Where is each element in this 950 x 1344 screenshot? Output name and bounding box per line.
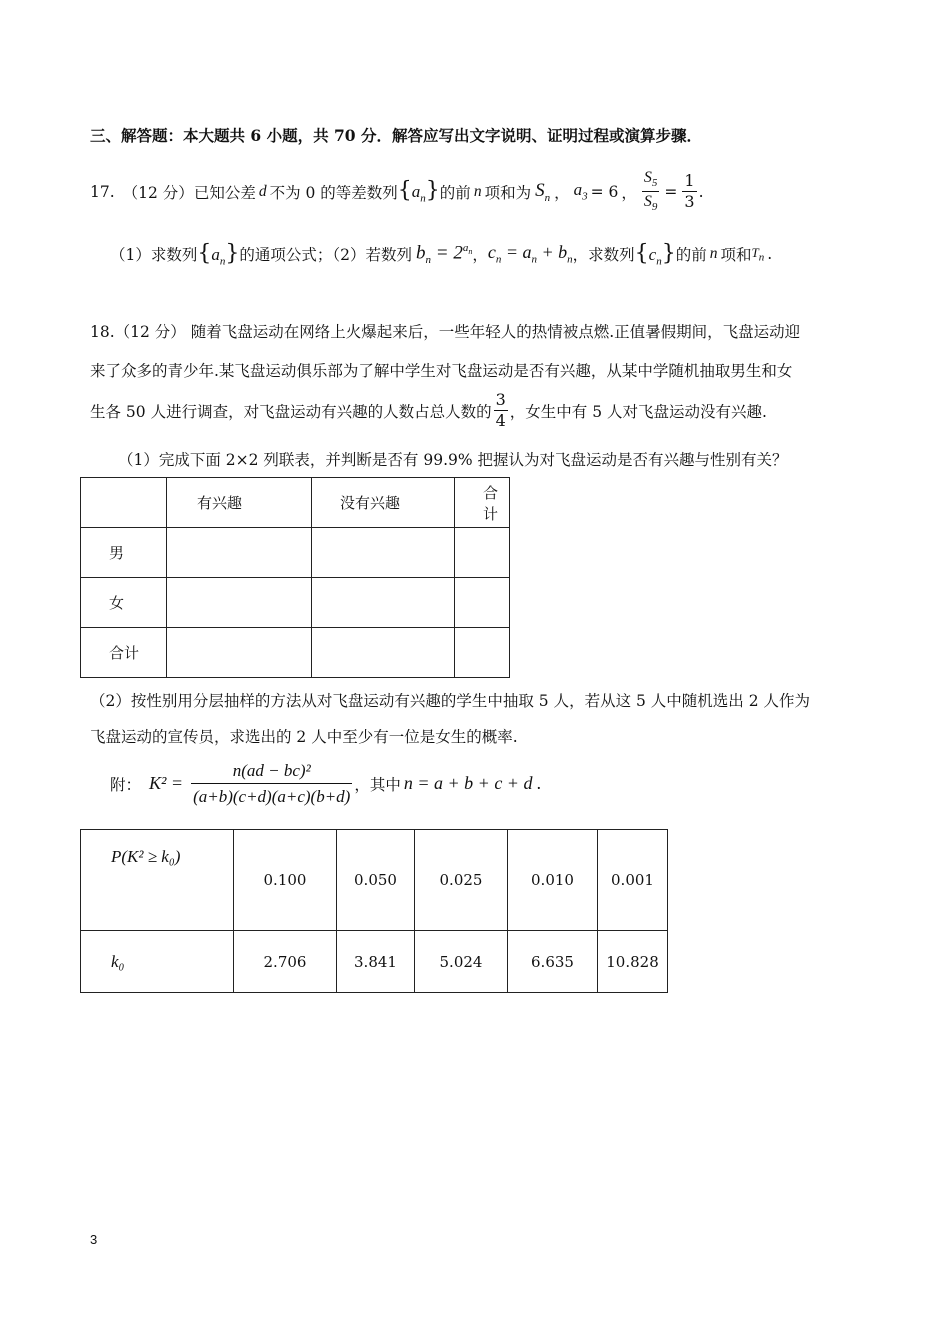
- q17-var-n: n: [473, 182, 482, 200]
- critical-value-table: [80, 829, 668, 993]
- q17-seq-an-2: $\{a_n\}$: [197, 241, 240, 268]
- formula-tail: ，其中: [354, 775, 401, 794]
- table-cell: 0.010: [508, 830, 598, 931]
- table-cell: 0.100: [234, 830, 337, 931]
- q17-a3-value: = 6: [590, 182, 619, 201]
- row-label: 合计: [81, 628, 167, 678]
- q17-part1: （1）求数列: [110, 246, 198, 265]
- appendix-label: 附：: [110, 775, 142, 794]
- row-label: 男: [81, 528, 167, 578]
- table-row: [81, 931, 668, 993]
- q17-comma: ，: [472, 246, 488, 265]
- q17-part1-end: .: [767, 245, 773, 264]
- q17-one-third: $\frac{1}{3}$: [684, 171, 695, 212]
- q17-cn-def: $c_n = a_n + b_n$: [487, 242, 573, 266]
- q17-seq-an: $\{a_n\}$: [397, 178, 440, 205]
- table-row: [81, 628, 510, 678]
- q17-line1: 17. （12 分） 已知公差 d 不为 0 的等差数列 $\{a_n\}$ 的前 n 项和为 $S_n$ ， $a_3$ = 6 ， $\frac{S_5}{S_9}$ = $\frac{1}{3}$ .: [90, 169, 704, 214]
- table-cell: [455, 628, 510, 678]
- q18-line1: 18.（12 分） 随着飞盘运动在网络上火爆起来后，一些年轻人的热情被点燃.正值暑假期间，飞盘运动迎: [90, 323, 801, 341]
- table-cell: [167, 628, 312, 678]
- table-cell: 5.024: [415, 931, 508, 993]
- q18-part2-line2: 飞盘运动的宣传员，求选出的 2 人中至少有一位是女生的概率.: [90, 728, 518, 746]
- q17-bn-def: $b_n = 2^{a_n}$: [416, 242, 473, 267]
- table-cell: 10.828: [598, 931, 668, 993]
- table-cell: [312, 528, 455, 578]
- q17-sn: $S_n$: [535, 179, 551, 204]
- q17-line2: [110, 241, 772, 267]
- q17-end: .: [698, 182, 704, 201]
- section-heading: 三、解答题：本大题共 6 小题，共 70 分．解答应写出文字说明、证明过程或演算步骤．: [90, 126, 702, 145]
- q17-stem-b: 不为 0 的等差数列: [269, 183, 398, 202]
- table-cell: [455, 578, 510, 628]
- table-cell: 0.001: [598, 830, 668, 931]
- k-label-cell: k₀: [81, 931, 234, 993]
- q18-part2-line1: （2）按性别用分层抽样的方法从对飞盘运动有兴趣的学生中抽取 5 人，若从这 5 人中随机选出 2 人作为: [90, 692, 811, 710]
- table-cell: 3.841: [337, 931, 415, 993]
- q18-part1: （1）完成下面 2×2 列联表，并判断是否有 99.9% 把握认为对飞盘运动是否有兴趣与性别有关？: [118, 451, 788, 469]
- table-cell: 2.706: [234, 931, 337, 993]
- table-cell: [167, 578, 312, 628]
- q17-part1-f: 项和: [720, 246, 752, 265]
- q17-var-n-2: n: [709, 245, 718, 263]
- q17-score: （12 分）: [122, 183, 194, 202]
- q17-number: 17.: [90, 182, 115, 201]
- q17-part1-d: ，求数列: [572, 246, 635, 265]
- appendix-formula: [110, 762, 541, 805]
- row-label: 女: [81, 578, 167, 628]
- q17-equals: =: [664, 182, 678, 201]
- table-cell: 0.025: [415, 830, 508, 931]
- table-row: [81, 830, 668, 931]
- table-header-cell: 合计: [455, 478, 510, 528]
- q17-stem-c: 的前: [439, 183, 471, 202]
- q17-seq-cn: $\{c_n\}$: [634, 241, 676, 268]
- q17-part1-e: 的前: [675, 246, 707, 265]
- table-row: [81, 528, 510, 578]
- table-row: [81, 578, 510, 628]
- formula-numerator: n(ad − bc)²: [232, 761, 311, 780]
- page-number: 3: [90, 1232, 98, 1247]
- formula-n: n = a + b + c + d .: [403, 773, 542, 793]
- table-cell: [455, 528, 510, 578]
- q18-line2: 来了众多的青少年.某飞盘运动俱乐部为了解中学生对飞盘运动是否有兴趣，从某中学随机抽取男生和女: [90, 362, 793, 380]
- q17-a3: $a_3$: [573, 180, 588, 203]
- formula-lhs: K² =: [149, 773, 184, 793]
- table-cell: [312, 578, 455, 628]
- table-header-cell: [81, 478, 167, 528]
- table-cell: [312, 628, 455, 678]
- p-label-cell: P(K² ≥ k₀): [81, 830, 234, 931]
- table-cell: 0.050: [337, 830, 415, 931]
- table-header-cell: 有兴趣: [167, 478, 312, 528]
- q17-tn: $T_n$: [751, 244, 765, 264]
- q18-line3: [90, 392, 767, 429]
- q17-var-d: d: [258, 182, 267, 200]
- q18-line3a: 生各 50 人进行调查，对飞盘运动有兴趣的人数占总人数的: [90, 402, 492, 421]
- table-cell: 6.635: [508, 931, 598, 993]
- q17-stem-d: 项和为: [484, 183, 532, 202]
- table-cell: [167, 528, 312, 578]
- q18-three-quarters: $\frac{3}{4}$: [495, 390, 506, 430]
- table-header-row: [81, 478, 510, 528]
- q17-s5-s9: $\frac{S_5}{S_9}$: [643, 169, 658, 214]
- q17-part1-b: 的通项公式；（2）若数列: [239, 246, 412, 265]
- contingency-table: [80, 477, 510, 678]
- formula-denominator: (a+b)(c+d)(a+c)(b+d): [191, 783, 352, 805]
- table-header-cell: 没有兴趣: [312, 478, 455, 528]
- formula-fraction: [191, 762, 352, 805]
- q18-line3b: ，女生中有 5 人对飞盘运动没有兴趣.: [509, 402, 767, 421]
- q17-stem: 已知公差: [193, 183, 256, 202]
